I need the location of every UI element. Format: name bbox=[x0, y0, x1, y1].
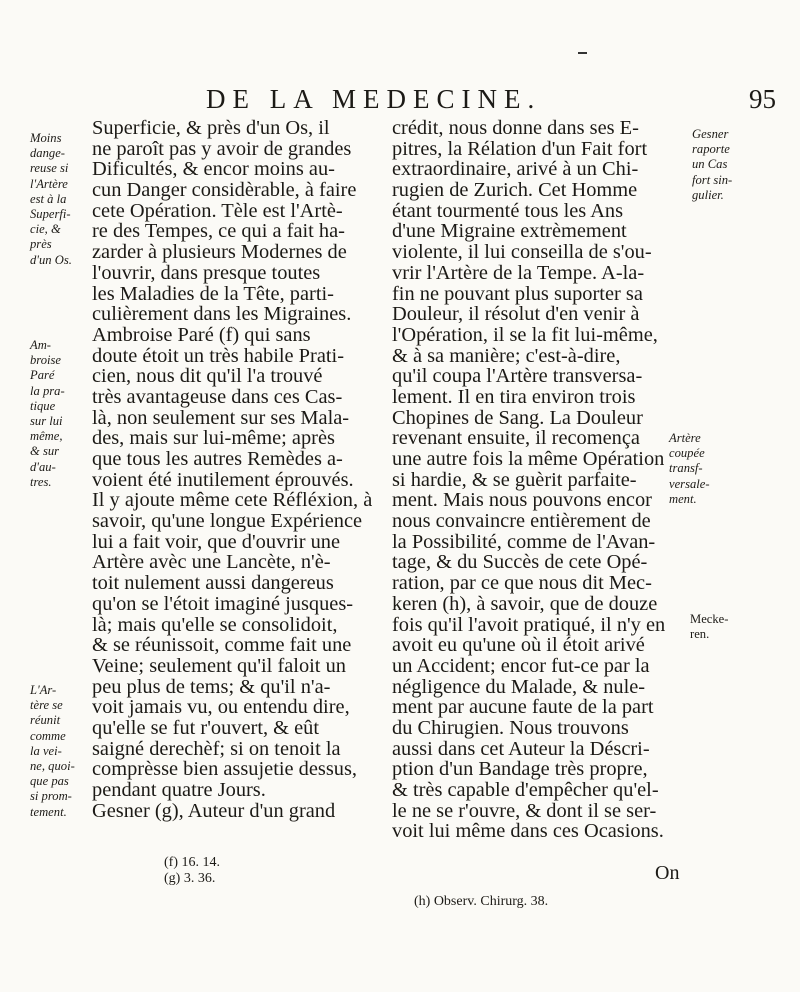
margin-note-line: fort sin- bbox=[692, 172, 733, 187]
text-line: que tous les autres Remèdes a- bbox=[92, 448, 343, 470]
margin-note-meckeren bbox=[690, 612, 728, 642]
text-line: étant tourmenté tous les Ans bbox=[392, 199, 624, 222]
margin-note-artere-reunit bbox=[30, 683, 75, 820]
margin-note-line: Mecke- bbox=[690, 612, 729, 626]
text-line: pitres, la Rélation d'un Fait fort bbox=[392, 137, 648, 160]
margin-note-ambroise-pare bbox=[30, 338, 65, 490]
text-line: Ambroise Paré (f) qui sans bbox=[92, 323, 311, 346]
text-line: négligence du Malade, & nule- bbox=[392, 675, 646, 698]
margin-note-line: réunit bbox=[30, 713, 61, 728]
footnote-f: (f) 16. 14. bbox=[164, 855, 220, 870]
margin-note-line: tère se bbox=[30, 698, 63, 713]
text-line: toit nulement aussi dangereus bbox=[92, 572, 334, 595]
text-line: Superficie, & près d'un Os, il bbox=[92, 117, 330, 139]
text-line: zarder à plusieurs Modernes de bbox=[92, 241, 347, 264]
text-line: ption d'un Bandage très propre, bbox=[392, 758, 648, 781]
left-text-column bbox=[92, 118, 384, 821]
text-line: qu'on se l'étoit imaginé jusques- bbox=[92, 592, 354, 615]
margin-note-line: que pas bbox=[30, 774, 69, 789]
margin-note-line: est à la bbox=[30, 191, 67, 206]
text-line: ment par aucune faute de la part bbox=[392, 696, 654, 719]
margin-note-line: versale- bbox=[669, 476, 710, 491]
text-line: extraordinaire, arivé à un Chi- bbox=[392, 158, 639, 181]
text-line: ne paroît pas y avoir de grandes bbox=[92, 137, 352, 160]
margin-note-line: Am- bbox=[30, 338, 51, 352]
text-line: l'ouvrir, dans presque toutes bbox=[92, 261, 321, 284]
text-line: du Chirugien. Nous trouvons bbox=[392, 716, 629, 739]
text-line: aussi dans cet Auteur la Déscri- bbox=[392, 737, 650, 760]
text-line: tage, & du Succès de cete Opé- bbox=[392, 551, 648, 574]
text-line: fin ne pouvant plus suporter sa bbox=[392, 282, 643, 305]
text-line: l'Opération, il se la fit lui-même, bbox=[392, 323, 658, 346]
text-line: lement. Il en tira environ trois bbox=[392, 385, 636, 408]
text-line: qu'elle se fut r'ouvert, & eût bbox=[92, 716, 320, 739]
text-line: des, mais sur lui-même; après bbox=[92, 427, 335, 450]
text-line: Gesner (g), Auteur d'un grand bbox=[92, 799, 336, 822]
text-line: vrir l'Artère de la Tempe. A-la- bbox=[392, 261, 645, 284]
margin-note-line: & sur bbox=[30, 444, 60, 459]
text-line: rugien de Zurich. Cet Homme bbox=[392, 179, 638, 202]
text-line: voit lui même dans ces Ocasions. bbox=[392, 820, 664, 843]
text-line: violente, il lui conseilla de s'ou- bbox=[392, 241, 652, 264]
margin-note-line: même, bbox=[30, 429, 63, 444]
text-line: qu'il coupa l'Artère transversa- bbox=[392, 365, 643, 388]
margin-note-gesner bbox=[692, 127, 732, 203]
text-line: un Accident; encor fut-ce par la bbox=[392, 654, 650, 677]
margin-note-line: si prom- bbox=[30, 789, 72, 804]
text-line: si hardie, & se guèrit parfaite- bbox=[392, 468, 637, 491]
text-line: Douleur, il résolut d'en venir à bbox=[392, 303, 640, 326]
text-line: crédit, nous donne dans ses E- bbox=[392, 117, 639, 139]
margin-note-line: Paré bbox=[30, 368, 55, 383]
margin-note-line: sur lui bbox=[30, 414, 63, 429]
text-line: keren (h), à savoir, que de douze bbox=[392, 592, 658, 615]
margin-note-line: cie, & bbox=[30, 222, 61, 237]
margin-note-line: Artère bbox=[669, 431, 701, 445]
text-line: Veine; seulement qu'il faloit un bbox=[92, 654, 346, 677]
text-line: très avantageuse dans ces Cas- bbox=[92, 385, 343, 408]
text-line: les Maladies de la Tête, parti- bbox=[92, 282, 334, 305]
margin-note-line: dange- bbox=[30, 146, 65, 161]
running-title: DE LA MEDECINE. bbox=[206, 84, 542, 114]
footnote-h: (h) Observ. Chirurg. 38. bbox=[414, 894, 549, 909]
printer-mark bbox=[578, 52, 587, 54]
text-line: culièrement dans les Migraines. bbox=[92, 303, 352, 326]
margin-note-line: comme bbox=[30, 728, 66, 743]
text-line: revenant ensuite, il recomença bbox=[392, 427, 640, 450]
text-line: saigné derechèf; si on tenoit la bbox=[92, 737, 341, 760]
margin-note-artere-coupee bbox=[669, 431, 710, 507]
text-line: doute étoit un très habile Prati- bbox=[92, 344, 344, 367]
margin-note-line: Gesner bbox=[692, 127, 729, 141]
running-header bbox=[150, 84, 790, 118]
right-text-column bbox=[392, 118, 688, 842]
text-line: Dificultés, & encor moins au- bbox=[92, 158, 335, 181]
text-line: & à sa manière; c'est-à-dire, bbox=[392, 344, 621, 367]
text-line: cun Danger considèrable, à faire bbox=[92, 179, 357, 202]
margin-note-line: Superfi- bbox=[30, 207, 71, 222]
text-line: lui a fait voir, que d'ouvrir une bbox=[92, 530, 341, 553]
catchword: On bbox=[655, 862, 680, 884]
text-line: ration, par ce que nous dit Mec- bbox=[392, 572, 652, 595]
footnote-g: (g) 3. 36. bbox=[164, 871, 216, 886]
margin-note-line: L'Ar- bbox=[30, 683, 57, 697]
text-line: cete Opération. Tèle est l'Artè- bbox=[92, 199, 343, 222]
text-line: voient été inutilement éprouvés. bbox=[92, 468, 354, 491]
margin-note-line: tres. bbox=[30, 474, 52, 489]
text-line: là; mais qu'elle se consolidoit, bbox=[92, 613, 338, 636]
margin-note-line: d'au- bbox=[30, 459, 56, 474]
margin-note-line: près bbox=[30, 237, 52, 252]
margin-note-line: l'Artère bbox=[30, 176, 68, 191]
margin-note-line: gulier. bbox=[692, 187, 724, 202]
text-line: peu plus de tems; & qu'il n'a- bbox=[92, 675, 331, 698]
margin-note-line: ne, quoi- bbox=[30, 759, 75, 774]
text-line: re des Tempes, ce qui a fait ha- bbox=[92, 220, 345, 243]
text-line: pendant quatre Jours. bbox=[92, 779, 266, 801]
text-line: ment. Mais nous pouvons encor bbox=[392, 489, 652, 512]
text-line: & se réunissoit, comme fait une bbox=[92, 634, 352, 657]
text-line: la Possibilité, comme de l'Avan- bbox=[392, 530, 656, 553]
footnotes-left bbox=[164, 855, 220, 887]
text-line: comprèsse bien assujetie dessus, bbox=[92, 758, 358, 781]
margin-note-line: Moins bbox=[30, 131, 62, 145]
text-line: Chopines de Sang. La Douleur bbox=[392, 406, 643, 429]
margin-note-line: ment. bbox=[669, 491, 697, 506]
margin-note-line: tement. bbox=[30, 804, 67, 819]
text-line: cien, nous dit qu'il l'a trouvé bbox=[92, 365, 323, 388]
text-line: voit jamais vu, ou entendu dire, bbox=[92, 696, 350, 719]
margin-note-line: raporte bbox=[692, 142, 730, 157]
text-line: là, non seulement sur ses Mala- bbox=[92, 406, 350, 429]
text-line: avoit eu qu'une où il étoit arivé bbox=[392, 634, 645, 657]
margin-note-line: transf- bbox=[669, 461, 703, 476]
margin-note-line: la pra- bbox=[30, 383, 65, 398]
text-line: & très capable d'empêcher qu'el- bbox=[392, 779, 659, 801]
text-line: savoir, qu'une longue Expérience bbox=[92, 510, 363, 533]
margin-note-line: tique bbox=[30, 398, 56, 413]
margin-note-line: un Cas bbox=[692, 157, 728, 172]
page-number: 95 bbox=[749, 84, 776, 114]
text-line: Artère avèc une Lancète, n'è- bbox=[92, 551, 331, 574]
margin-note-line: la vei- bbox=[30, 743, 62, 758]
text-line: fois qu'il l'avoit pratiqué, il n'y en bbox=[392, 613, 666, 636]
text-line: une autre fois la même Opération bbox=[392, 448, 665, 470]
margin-note-line: reuse si bbox=[30, 161, 69, 176]
text-line: Il y ajoute même cete Réfléxion, à bbox=[92, 489, 373, 512]
margin-note-line: ren. bbox=[690, 627, 710, 642]
text-line: d'une Migraine extrèmement bbox=[392, 220, 627, 243]
margin-note-line: d'un Os. bbox=[30, 252, 72, 267]
margin-note-moins-dangereuse bbox=[30, 131, 72, 268]
margin-note-line: broise bbox=[30, 353, 62, 368]
margin-note-line: coupée bbox=[669, 446, 705, 461]
text-line: nous convaincre entièrement de bbox=[392, 510, 651, 533]
text-line: le ne se r'ouvre, & dont il se ser- bbox=[392, 799, 657, 822]
